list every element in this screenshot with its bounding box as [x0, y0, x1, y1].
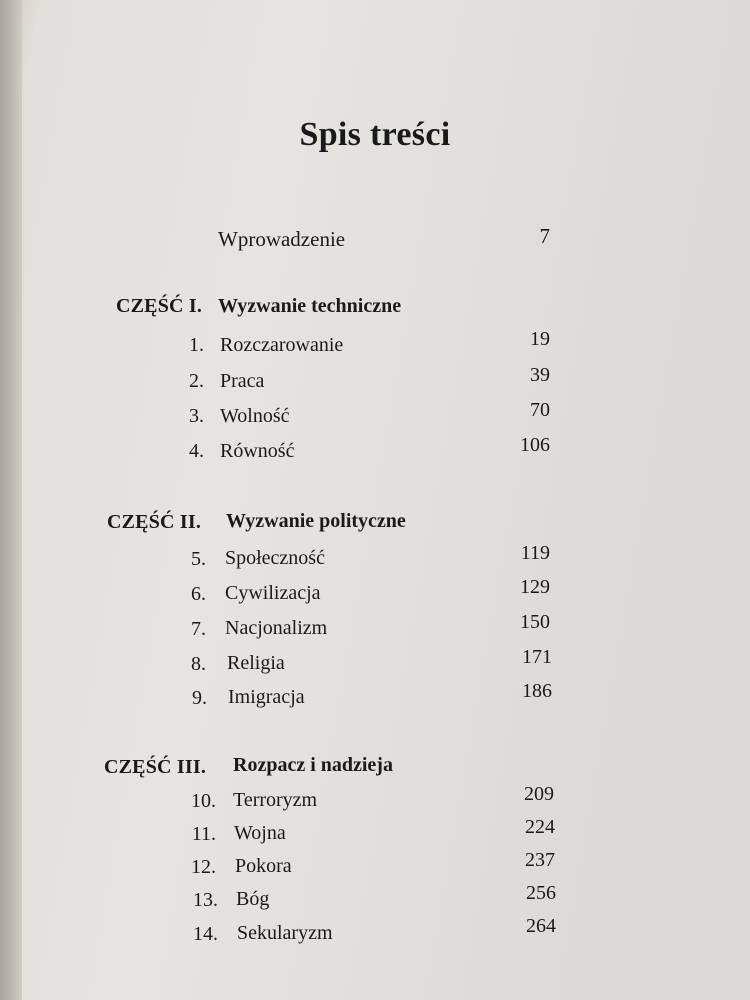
- chapter-page-number: 224: [525, 816, 555, 838]
- chapter-page-number: 256: [526, 882, 556, 904]
- chapter-number: 7.: [191, 618, 206, 640]
- part-2-label: CZĘŚĆ II.: [107, 511, 202, 533]
- chapter-page-number: 129: [520, 576, 550, 598]
- chapter-number: 11.: [191, 823, 216, 845]
- chapter-number: 3.: [189, 405, 204, 427]
- chapter-title: Pokora: [235, 855, 292, 877]
- intro-title: Wprowadzenie: [218, 227, 346, 251]
- intro-page-number: 7: [539, 224, 550, 248]
- chapter-title: Wolność: [220, 405, 290, 427]
- chapter-title: Cywilizacja: [225, 582, 321, 604]
- chapter-page-number: 171: [522, 646, 552, 668]
- chapter-title: Wojna: [234, 822, 286, 844]
- part-3-title: Rozpacz i nadzieja: [233, 754, 393, 776]
- chapter-title: Terroryzm: [233, 789, 318, 811]
- chapter-title: Bóg: [236, 888, 270, 910]
- chapter-number: 5.: [191, 548, 206, 570]
- part-2-title: Wyzwanie polityczne: [226, 510, 406, 532]
- chapter-page-number: 150: [520, 611, 550, 633]
- chapter-page-number: 237: [525, 849, 555, 871]
- chapter-page-number: 19: [530, 328, 550, 350]
- chapter-page-number: 106: [520, 434, 550, 456]
- chapter-title: Rozczarowanie: [220, 334, 344, 356]
- chapter-page-number: 39: [530, 364, 550, 386]
- chapter-page-number: 209: [524, 783, 554, 805]
- chapter-page-number: 186: [522, 680, 552, 702]
- page-title: Spis treści: [299, 116, 451, 153]
- part-3-label: CZĘŚĆ III.: [104, 756, 207, 778]
- chapter-number: 13.: [193, 889, 218, 911]
- chapter-title: Praca: [220, 370, 265, 392]
- chapter-number: 4.: [189, 440, 204, 462]
- chapter-page-number: 264: [526, 915, 556, 937]
- chapter-title: Imigracja: [228, 686, 305, 708]
- chapter-number: 1.: [189, 334, 204, 356]
- chapter-number: 8.: [191, 653, 206, 675]
- chapter-page-number: 70: [530, 399, 550, 421]
- chapter-number: 12.: [191, 856, 216, 878]
- chapter-number: 6.: [191, 583, 206, 605]
- chapter-number: 14.: [193, 923, 218, 945]
- chapter-title: Sekularyzm: [237, 922, 333, 944]
- chapter-title: Społeczność: [225, 547, 325, 569]
- chapter-page-number: 119: [520, 542, 550, 564]
- chapter-number: 2.: [189, 370, 204, 392]
- part-1-title: Wyzwanie techniczne: [218, 295, 402, 317]
- chapter-title: Nacjonalizm: [225, 617, 328, 639]
- chapter-number: 9.: [192, 687, 207, 709]
- part-1-label: CZĘŚĆ I.: [116, 295, 203, 317]
- chapter-number: 10.: [191, 790, 216, 812]
- chapter-title: Religia: [227, 652, 285, 674]
- chapter-title: Równość: [220, 440, 295, 462]
